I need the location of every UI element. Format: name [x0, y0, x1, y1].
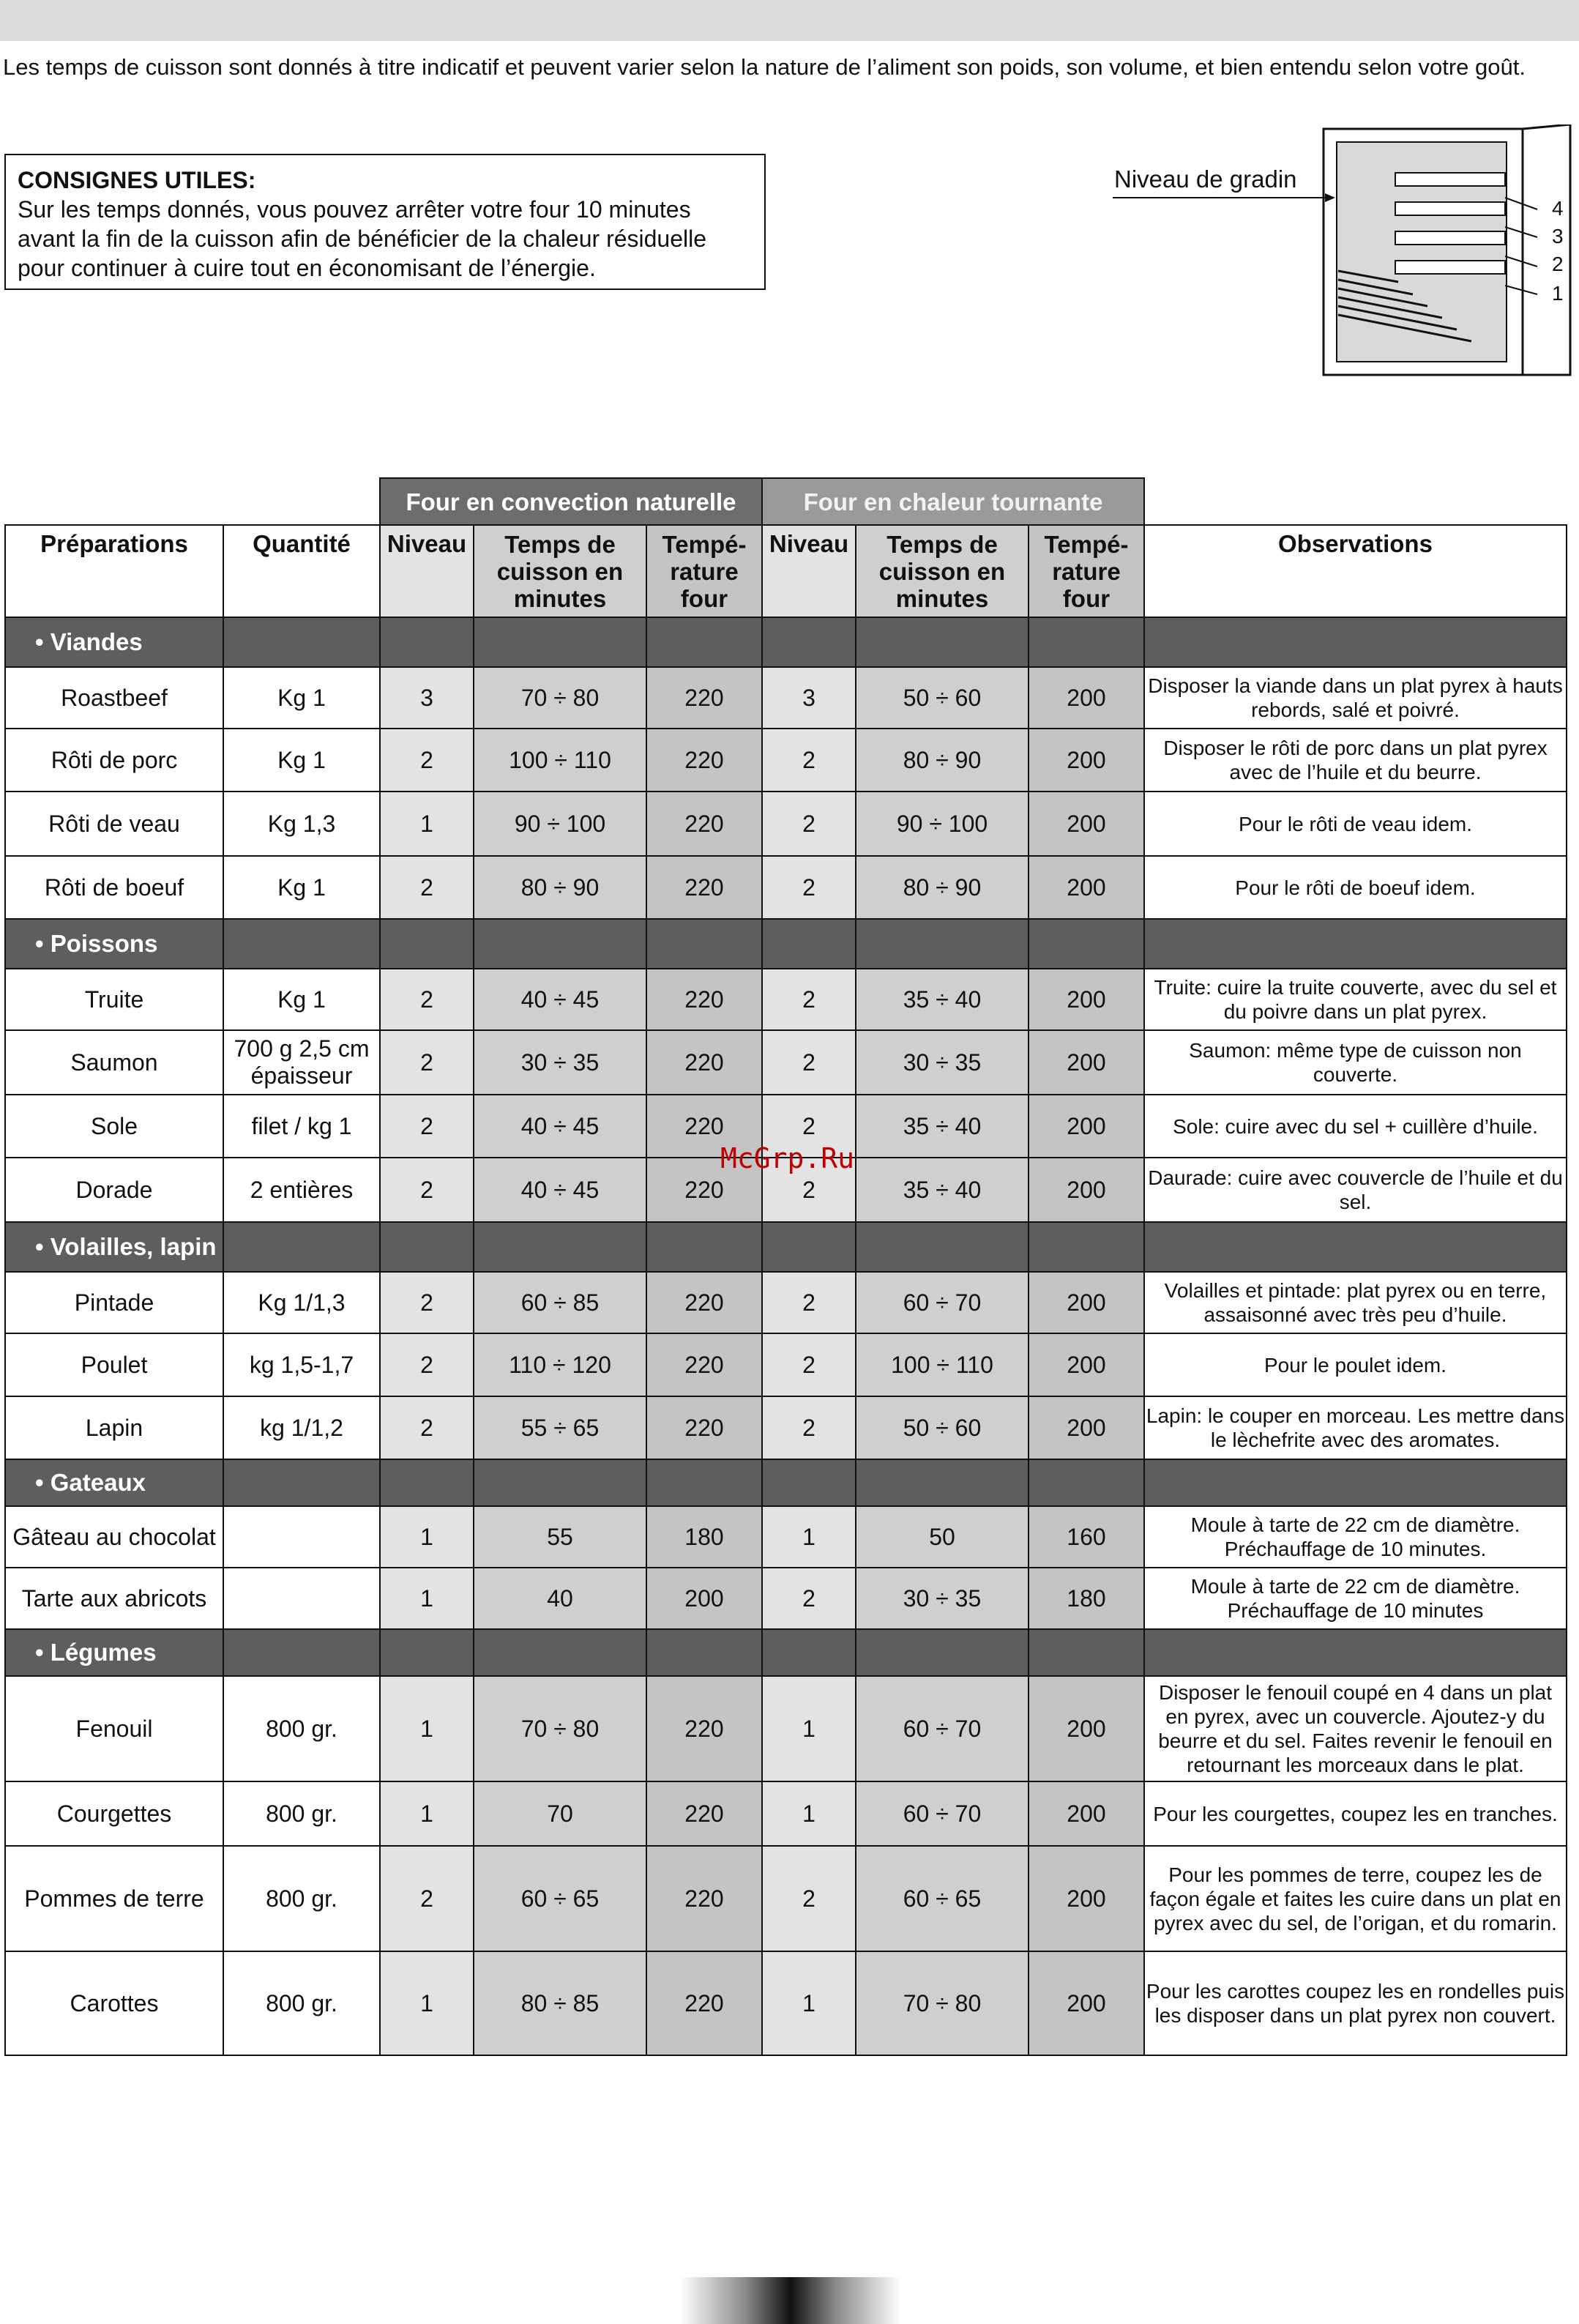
col-header-observations: Observations	[1144, 525, 1567, 617]
cell-observations: Lapin: le couper en morceau. Les mettre dans le lèchefrite avec des aromates.	[1144, 1396, 1567, 1459]
category-row	[5, 1459, 1567, 1506]
cell-preparation: Pintade	[5, 1272, 223, 1333]
cell-niveau-tournante: 2	[762, 856, 856, 919]
category-cell	[380, 1629, 474, 1676]
cell-observations: Volailles et pintade: plat pyrex ou en terre, assaisonné avec très peu d’huile.	[1144, 1272, 1567, 1333]
category-cell	[380, 617, 474, 667]
gradin-label: Niveau de gradin	[1114, 165, 1297, 193]
cell-niveau-convection: 1	[380, 1676, 474, 1781]
table-row	[5, 1676, 1567, 1781]
cell-preparation: Poulet	[5, 1333, 223, 1396]
cell-temps-convection: 55 ÷ 65	[474, 1396, 646, 1459]
category-cell	[646, 617, 762, 667]
cell-preparation: Dorade	[5, 1158, 223, 1222]
cell-preparation: Roastbeef	[5, 667, 223, 729]
category-label: • Viandes	[5, 617, 223, 667]
cell-observations: Disposer la viande dans un plat pyrex à hauts rebords, salé et poivré.	[1144, 667, 1567, 729]
cell-temps-convection: 70 ÷ 80	[474, 1676, 646, 1781]
cell-preparation: Lapin	[5, 1396, 223, 1459]
cell-temps-tournante: 80 ÷ 90	[856, 729, 1029, 792]
cell-preparation: Fenouil	[5, 1676, 223, 1781]
table-row	[5, 1506, 1567, 1568]
cell-observations: Pour les carottes coupez les en rondelles puis les disposer dans un plat pyrex non couvert.	[1144, 1951, 1567, 2055]
cell-quantite: 700 g 2,5 cm épaisseur	[223, 1030, 380, 1095]
cell-temperature-convection: 220	[646, 1158, 762, 1222]
cell-temperature-convection: 220	[646, 1396, 762, 1459]
cell-niveau-convection: 2	[380, 969, 474, 1030]
cell-niveau-convection: 2	[380, 1846, 474, 1951]
category-row	[5, 919, 1567, 969]
col-header-temperature: Tempé- rature four	[646, 525, 762, 617]
cell-temps-convection: 30 ÷ 35	[474, 1030, 646, 1095]
category-cell	[856, 617, 1029, 667]
cell-temps-convection: 40	[474, 1568, 646, 1629]
category-cell	[223, 1222, 380, 1272]
cell-temps-tournante: 100 ÷ 110	[856, 1333, 1029, 1396]
consignes-line: pour continuer à cuire tout en économisant de l’énergie.	[18, 255, 596, 281]
cell-preparation: Rôti de veau	[5, 792, 223, 856]
category-cell	[1144, 1629, 1567, 1676]
cell-quantite: 2 entières	[223, 1158, 380, 1222]
cell-observations: Sole: cuire avec du sel + cuillère d’huile.	[1144, 1095, 1567, 1158]
table-row	[5, 729, 1567, 792]
cell-niveau-tournante: 2	[762, 1272, 856, 1333]
cell-temps-tournante: 35 ÷ 40	[856, 969, 1029, 1030]
cell-niveau-convection: 2	[380, 1272, 474, 1333]
cell-preparation: Carottes	[5, 1951, 223, 2055]
cell-temps-convection: 80 ÷ 85	[474, 1951, 646, 2055]
cell-temperature-convection: 220	[646, 1333, 762, 1396]
table-row	[5, 1396, 1567, 1459]
cell-observations: Daurade: cuire avec couvercle de l’huile et du sel.	[1144, 1158, 1567, 1222]
cell-niveau-tournante: 2	[762, 792, 856, 856]
cell-quantite: kg 1,5-1,7	[223, 1333, 380, 1396]
cell-temperature-tournante: 200	[1029, 729, 1144, 792]
cell-temps-tournante: 30 ÷ 35	[856, 1030, 1029, 1095]
cell-temps-tournante: 80 ÷ 90	[856, 856, 1029, 919]
cell-niveau-tournante: 1	[762, 1781, 856, 1846]
category-cell	[856, 1629, 1029, 1676]
cell-temps-convection: 70 ÷ 80	[474, 667, 646, 729]
col-header-temps: Temps de cuisson en minutes	[856, 525, 1029, 617]
table-row	[5, 792, 1567, 856]
cell-temperature-tournante: 200	[1029, 969, 1144, 1030]
cell-temperature-convection: 220	[646, 1951, 762, 2055]
table-row	[5, 1846, 1567, 1951]
watermark: McGrp.Ru	[720, 1142, 855, 1174]
cell-preparation: Courgettes	[5, 1781, 223, 1846]
cell-niveau-tournante: 2	[762, 1030, 856, 1095]
category-cell	[856, 919, 1029, 969]
cell-observations: Disposer le rôti de porc dans un plat pyrex avec de l’huile et du beurre.	[1144, 729, 1567, 792]
cell-niveau-tournante: 2	[762, 729, 856, 792]
category-cell	[1144, 617, 1567, 667]
cell-niveau-convection: 1	[380, 792, 474, 856]
cell-temperature-tournante: 200	[1029, 1396, 1144, 1459]
col-header-niveau: Niveau	[762, 525, 856, 617]
category-cell	[856, 1222, 1029, 1272]
category-cell	[1029, 1629, 1144, 1676]
cell-temps-convection: 60 ÷ 85	[474, 1272, 646, 1333]
cell-niveau-convection: 1	[380, 1781, 474, 1846]
cell-temperature-tournante: 180	[1029, 1568, 1144, 1629]
cell-niveau-convection: 2	[380, 1030, 474, 1095]
cell-temps-tournante: 70 ÷ 80	[856, 1951, 1029, 2055]
cell-temps-tournante: 60 ÷ 70	[856, 1272, 1029, 1333]
consignes-line: Sur les temps donnés, vous pouvez arrêter votre four 10 minutes	[18, 196, 691, 223]
cell-temperature-tournante: 200	[1029, 1781, 1144, 1846]
category-cell	[1029, 919, 1144, 969]
cell-observations: Moule à tarte de 22 cm de diamètre. Préchauffage de 10 minutes.	[1144, 1506, 1567, 1568]
cell-temperature-tournante: 200	[1029, 1333, 1144, 1396]
cell-temperature-tournante: 200	[1029, 1272, 1144, 1333]
cell-quantite: Kg 1	[223, 969, 380, 1030]
category-cell	[474, 1222, 646, 1272]
cell-observations: Pour le poulet idem.	[1144, 1333, 1567, 1396]
cell-niveau-convection: 2	[380, 1095, 474, 1158]
category-cell	[762, 1222, 856, 1272]
cell-quantite: 800 gr.	[223, 1846, 380, 1951]
cell-niveau-convection: 2	[380, 1158, 474, 1222]
cell-quantite: 800 gr.	[223, 1781, 380, 1846]
category-cell	[762, 1629, 856, 1676]
cell-niveau-convection: 2	[380, 856, 474, 919]
cell-temperature-tournante: 200	[1029, 856, 1144, 919]
cell-preparation: Gâteau au chocolat	[5, 1506, 223, 1568]
category-cell	[474, 617, 646, 667]
table-row	[5, 856, 1567, 919]
cell-quantite: Kg 1	[223, 667, 380, 729]
cell-temperature-tournante: 200	[1029, 1095, 1144, 1158]
oven-rack-diagram	[1113, 124, 1574, 381]
cell-niveau-tournante: 3	[762, 667, 856, 729]
cell-observations: Moule à tarte de 22 cm de diamètre. Préchauffage de 10 minutes	[1144, 1568, 1567, 1629]
cell-quantite: 800 gr.	[223, 1676, 380, 1781]
cell-niveau-tournante: 2	[762, 1333, 856, 1396]
cell-observations: Pour les pommes de terre, coupez les de façon égale et faites les cuire dans un plat en pyrex avec du sel, de l’origan, et du romarin.	[1144, 1846, 1567, 1951]
cell-temperature-tournante: 200	[1029, 1030, 1144, 1095]
top-header-bar	[0, 0, 1579, 41]
cell-temps-tournante: 35 ÷ 40	[856, 1158, 1029, 1222]
cell-niveau-convection: 1	[380, 1568, 474, 1629]
category-cell	[380, 1222, 474, 1272]
cell-quantite: 800 gr.	[223, 1951, 380, 2055]
cell-temperature-convection: 220	[646, 1846, 762, 1951]
level-label: 4	[1552, 197, 1564, 220]
cell-temperature-convection: 220	[646, 729, 762, 792]
cell-niveau-convection: 1	[380, 1506, 474, 1568]
cell-niveau-tournante: 2	[762, 1158, 856, 1222]
cell-niveau-tournante: 2	[762, 969, 856, 1030]
cell-temps-tournante: 60 ÷ 70	[856, 1781, 1029, 1846]
category-row	[5, 617, 1567, 667]
cell-temps-tournante: 50	[856, 1506, 1029, 1568]
consignes-line: avant la fin de la cuisson afin de bénéficier de la chaleur résiduelle	[18, 226, 707, 252]
table-row	[5, 1333, 1567, 1396]
table-row	[5, 1030, 1567, 1095]
cell-temperature-convection: 220	[646, 1272, 762, 1333]
category-cell	[474, 919, 646, 969]
category-label: • Gateaux	[5, 1459, 223, 1506]
level-label: 3	[1552, 225, 1564, 247]
consignes-title: CONSIGNES UTILES:	[18, 167, 256, 193]
cell-temps-tournante: 90 ÷ 100	[856, 792, 1029, 856]
cell-preparation: Sole	[5, 1095, 223, 1158]
col-header-temps: Temps de cuisson en minutes	[474, 525, 646, 617]
cell-observations: Pour le rôti de veau idem.	[1144, 792, 1567, 856]
col-header-preparations: Préparations	[5, 525, 223, 617]
cell-temps-convection: 55	[474, 1506, 646, 1568]
cell-temps-tournante: 60 ÷ 70	[856, 1676, 1029, 1781]
cell-niveau-convection: 2	[380, 729, 474, 792]
category-cell	[380, 1459, 474, 1506]
cell-temps-convection: 60 ÷ 65	[474, 1846, 646, 1951]
cell-preparation: Rôti de boeuf	[5, 856, 223, 919]
category-cell	[1029, 1459, 1144, 1506]
cell-temperature-convection: 220	[646, 1095, 762, 1158]
cell-temps-tournante: 50 ÷ 60	[856, 667, 1029, 729]
cell-temperature-tournante: 200	[1029, 1158, 1144, 1222]
cell-observations: Saumon: même type de cuisson non couverte.	[1144, 1030, 1567, 1095]
cell-temperature-tournante: 200	[1029, 1676, 1144, 1781]
category-cell	[223, 1629, 380, 1676]
cell-quantite: Kg 1	[223, 729, 380, 792]
cell-temps-tournante: 30 ÷ 35	[856, 1568, 1029, 1629]
cell-temps-convection: 100 ÷ 110	[474, 729, 646, 792]
category-cell	[474, 1459, 646, 1506]
footer-gradient	[681, 2277, 900, 2324]
cell-temperature-convection: 200	[646, 1568, 762, 1629]
cell-niveau-tournante: 2	[762, 1568, 856, 1629]
category-cell	[646, 919, 762, 969]
group-header-tournante: Four en chaleur tournante	[762, 478, 1144, 525]
cell-niveau-convection: 2	[380, 1396, 474, 1459]
cell-niveau-tournante: 2	[762, 1396, 856, 1459]
category-label: • Poissons	[5, 919, 223, 969]
cell-observations: Pour le rôti de boeuf idem.	[1144, 856, 1567, 919]
cell-temps-convection: 40 ÷ 45	[474, 969, 646, 1030]
category-cell	[646, 1222, 762, 1272]
cell-temps-tournante: 35 ÷ 40	[856, 1095, 1029, 1158]
category-row	[5, 1222, 1567, 1272]
category-cell	[762, 1459, 856, 1506]
cell-temps-convection: 90 ÷ 100	[474, 792, 646, 856]
cell-preparation: Tarte aux abricots	[5, 1568, 223, 1629]
cell-temps-tournante: 60 ÷ 65	[856, 1846, 1029, 1951]
cooking-table	[4, 477, 1567, 2056]
cell-temps-convection: 40 ÷ 45	[474, 1095, 646, 1158]
cell-niveau-tournante: 1	[762, 1676, 856, 1781]
cell-observations: Disposer le fenouil coupé en 4 dans un plat en pyrex, avec un couvercle. Ajoutez-y du beurre et du sel. Faites revenir le fenouil en retournant les morceaux dans le plat.	[1144, 1676, 1567, 1781]
level-label: 2	[1552, 253, 1564, 275]
category-cell	[646, 1459, 762, 1506]
cell-niveau-tournante: 1	[762, 1951, 856, 2055]
col-header-quantite: Quantité	[223, 525, 380, 617]
level-label: 1	[1552, 282, 1564, 305]
cell-temperature-convection: 220	[646, 856, 762, 919]
cell-quantite: filet / kg 1	[223, 1095, 380, 1158]
cell-temps-convection: 80 ÷ 90	[474, 856, 646, 919]
cell-quantite	[223, 1568, 380, 1629]
cell-niveau-tournante: 1	[762, 1506, 856, 1568]
category-cell	[223, 1459, 380, 1506]
cell-temperature-convection: 220	[646, 792, 762, 856]
cell-temperature-tournante: 200	[1029, 1951, 1144, 2055]
category-cell	[762, 919, 856, 969]
cell-quantite: Kg 1	[223, 856, 380, 919]
col-header-temperature: Tempé- rature four	[1029, 525, 1144, 617]
table-row	[5, 1781, 1567, 1846]
category-cell	[1144, 1459, 1567, 1506]
consignes-box	[4, 154, 766, 290]
cell-preparation: Saumon	[5, 1030, 223, 1095]
category-cell	[1029, 1222, 1144, 1272]
cell-temps-tournante: 50 ÷ 60	[856, 1396, 1029, 1459]
table-row	[5, 1951, 1567, 2055]
cell-niveau-tournante: 2	[762, 1846, 856, 1951]
category-cell	[223, 919, 380, 969]
category-cell	[1029, 617, 1144, 667]
cell-niveau-convection: 3	[380, 667, 474, 729]
category-label: • Légumes	[5, 1629, 223, 1676]
table-row	[5, 1568, 1567, 1629]
category-cell	[646, 1629, 762, 1676]
cell-temperature-tournante: 160	[1029, 1506, 1144, 1568]
cell-temperature-convection: 180	[646, 1506, 762, 1568]
cell-temperature-convection: 220	[646, 969, 762, 1030]
cell-temperature-convection: 220	[646, 667, 762, 729]
category-label: • Volailles, lapin	[5, 1222, 223, 1272]
cell-niveau-tournante: 2	[762, 1095, 856, 1158]
cell-temperature-convection: 220	[646, 1676, 762, 1781]
table-body	[5, 617, 1567, 2055]
category-cell	[1144, 919, 1567, 969]
cell-quantite: Kg 1/1,3	[223, 1272, 380, 1333]
category-cell	[380, 919, 474, 969]
cell-temperature-tournante: 200	[1029, 1846, 1144, 1951]
cell-temperature-tournante: 200	[1029, 667, 1144, 729]
cell-preparation: Rôti de porc	[5, 729, 223, 792]
category-cell	[474, 1629, 646, 1676]
cell-preparation: Truite	[5, 969, 223, 1030]
category-row	[5, 1629, 1567, 1676]
table-row	[5, 667, 1567, 729]
cell-niveau-convection: 1	[380, 1951, 474, 2055]
cell-temperature-convection: 220	[646, 1030, 762, 1095]
cell-temperature-convection: 220	[646, 1781, 762, 1846]
category-cell	[223, 617, 380, 667]
cell-preparation: Pommes de terre	[5, 1846, 223, 1951]
table-row	[5, 969, 1567, 1030]
cell-temps-convection: 110 ÷ 120	[474, 1333, 646, 1396]
intro-paragraph: Les temps de cuisson sont donnés à titre indicatif et peuvent varier selon la nature de l’aliment son poids, son volume, et bien entendu selon votre goût.	[3, 54, 1526, 80]
cell-temps-convection: 70	[474, 1781, 646, 1846]
col-header-niveau: Niveau	[380, 525, 474, 617]
category-cell	[762, 617, 856, 667]
cell-temps-convection: 40 ÷ 45	[474, 1158, 646, 1222]
category-cell	[1144, 1222, 1567, 1272]
cell-niveau-convection: 2	[380, 1333, 474, 1396]
cell-quantite: kg 1/1,2	[223, 1396, 380, 1459]
category-cell	[856, 1459, 1029, 1506]
table-row	[5, 1272, 1567, 1333]
cell-observations: Pour les courgettes, coupez les en tranches.	[1144, 1781, 1567, 1846]
group-header-convection: Four en convection naturelle	[380, 478, 762, 525]
cell-quantite: Kg 1,3	[223, 792, 380, 856]
cell-quantite	[223, 1506, 380, 1568]
cell-temperature-tournante: 200	[1029, 792, 1144, 856]
cell-observations: Truite: cuire la truite couverte, avec du sel et du poivre dans un plat pyrex.	[1144, 969, 1567, 1030]
